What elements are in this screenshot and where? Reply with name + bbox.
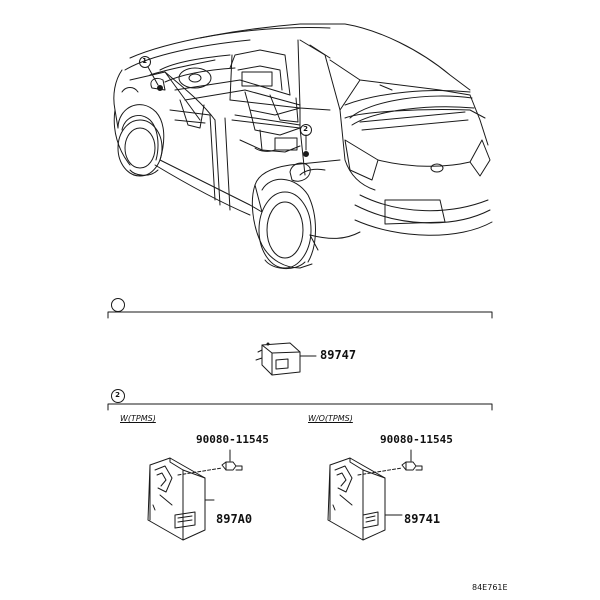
callout-2-label: 2 (303, 125, 308, 133)
condition-right: W/O(TPMS) (308, 414, 353, 423)
callout-1-label: 1 (142, 57, 147, 65)
part-number-89741: 89741 (404, 512, 441, 526)
section-1-frame (108, 299, 492, 319)
condition-left: W(TPMS) (120, 414, 156, 423)
section-2-number: 2 (115, 391, 120, 399)
section-1-number (112, 299, 123, 310)
part-number-897a0: 897A0 (216, 512, 253, 526)
bolt-part-number-left: 90080-11545 (196, 433, 269, 446)
section-2-frame (108, 390, 492, 411)
tpms-ecu-897a0 (148, 458, 222, 540)
relay-89747 (256, 343, 316, 375)
bolt-part-number-right: 90080-11545 (380, 433, 453, 446)
illustration-code: 84E761E (472, 583, 508, 592)
vehicle-illustration (114, 24, 492, 269)
part-number-89747: 89747 (320, 348, 357, 362)
ecu-89741 (328, 458, 402, 540)
bolt-left (222, 450, 242, 470)
bolt-right (402, 450, 422, 470)
